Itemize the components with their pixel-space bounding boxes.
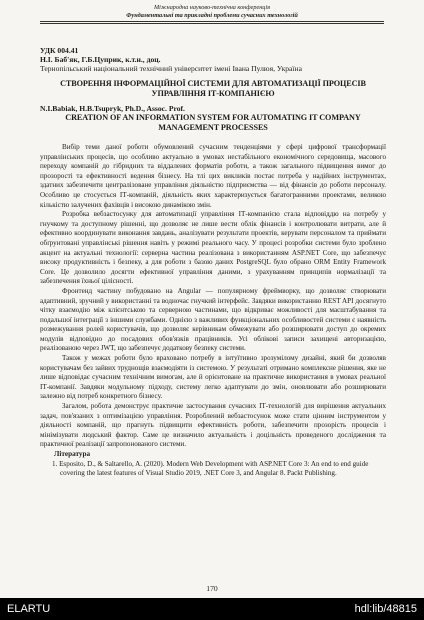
handle-id: hdl:lib/48815 xyxy=(354,603,417,615)
title-ua: СТВОРЕННЯ ІНФОРМАЦІЙНОЇ СИСТЕМИ ДЛЯ АВТОМАТИЗАЦІЇ ПРОЦЕСІВ УПРАВЛІННЯ ІТ-КОМПАНІЄЮ xyxy=(60,79,366,98)
affiliation: Тернопільський національний технічний університет імені Івана Пулюя, Україна xyxy=(40,64,302,73)
reference-item: 1. Esposito, D., & Saltarello, A. (2020). Modern Web Development with ASP.NET Core 3: An end to end guide covering the latest features of Visual Studio 2019, .NET Core 3, and Angular 8. Packt Publishing. xyxy=(52,459,369,478)
paragraph: Фронтенд частину побудовано на Angular — популярному фреймворку, що дозволяє створювати адаптивний, зручний у використанні та водночас гнучкий інтерфейс. Завдяки використанню REST API досягнуто чітку взаємодію між клієнтською та серверною частинами, що відкриває можливості для масштабування та подальшої інтеграції з іншими службами. Однією з важливих функціональних особливостей системи є наявність розмежування ролей користувачів, що дозволяє керівникам обмежувати або розширювати доступ до окремих модулів відповідно до посадових обов'язків працівників. Усі облікові записи захищені авторизацією, реалізованою через JWT, що забезпечує додаткову безпеку системи. xyxy=(40,286,386,353)
article-body xyxy=(40,143,386,479)
paragraph: Також у межах роботи було враховано потребу в інтуїтивно зрозумілому дизайні, який би дозволяв користувачам без зайвих труднощів взаємодіяти із системою. У результаті отримано комплексне рішення, яке не лише відповідає сучасним технічним вимогам, але й орієнтоване на практичне використання в умовах реальної ІТ-компанії. Завдяки модульному підходу, систему легко адаптувати до змін, оновлювати або розширювати залежно від потреб конкретного бізнесу. xyxy=(40,354,386,401)
udk-code: УДК 004.41 xyxy=(40,46,79,55)
running-header xyxy=(0,4,424,20)
page-number: 170 xyxy=(206,584,218,593)
header-rule xyxy=(40,21,384,22)
repository-label: ELARTU xyxy=(7,603,51,615)
conference-subtitle: Фундаментальні та прикладні проблеми сучасних технологій xyxy=(126,12,298,19)
header-rule-thin xyxy=(40,23,384,24)
conference-name: Міжнародна науково-технічна конференція xyxy=(154,4,270,11)
title-en: CREATION OF AN INFORMATION SYSTEM FOR AUTOMATING IT COMPANY MANAGEMENT PROCESSES xyxy=(65,113,361,132)
viewer-footer-bar xyxy=(0,598,424,620)
article-content xyxy=(40,46,386,479)
paragraph: Вибір теми даної роботи обумовлений сучасним тенденціями у сфері цифрової трансформації управлінських процесів, що особливо актуально в умовах нестабільного економічного середовища, масового переходу компаній до гібридних та віддалених форматів роботи, а також загального підвищення вимог до прозорості та ефективності ведення бізнесу. На тлі цих викликів постає потреба у надійних інструментах, здатних забезпечити централізоване управління діяльністю підприємства — від фінансів до роботи персоналу. Особливо це стосується ІТ-компаній, діяльність яких характеризується багатогранними проектами, великою кількістю залучених фахівців і високою динамікою змін. xyxy=(40,143,386,209)
paragraph: Розробка вебзастосунку для автоматизації управління ІТ-компанією стала відповіддю на потребу у гнучкому та доступному рішенні, що дозволяє не лише вести облік фінансів і контролювати витрати, але й ефективно координувати виконання завдань, аналізувати результати проектів, керувати персоналом та приймати обґрунтовані управлінські рішення навіть у режимі реального часу. У процесі розробки системи було зроблено акцент на актуальні технології: серверна частина реалізована з використанням ASP.NET Core, що забезпечує високу продуктивність і безпеку, а для роботи з базою даних PostgreSQL було обрано ORM Entity Framework Core. Це дозволило досягти ефективної управління даними, з урахуванням принципів нормалізації та забезпечення їхньої цілісності. xyxy=(40,210,386,286)
literature-heading: Література xyxy=(54,450,91,458)
paragraph: Загалом, робота демонструє практичне застосування сучасних ІТ-технологій для вирішення актуальних задач, пов'язаних з оптимізацією управління. Розроблений вебзастосунок може стати цінним інструментом у діяльності компаній, що прагнуть підвищити ефективність роботи, забезпечити прозорість процесів і мінімізувати людський фактор. Саме це визначило актуальність і доцільність проведеного дослідження та практичної реалізації запропонованого системи. xyxy=(40,402,386,449)
authors-ua: Н.І. Баб'як, Г.Б.Цуприк, к.т.н., доц. xyxy=(40,55,161,64)
authors-en: N.I.Babiak, H.B.Tsupryk, Ph.D., Assoc. Prof. xyxy=(40,104,185,113)
